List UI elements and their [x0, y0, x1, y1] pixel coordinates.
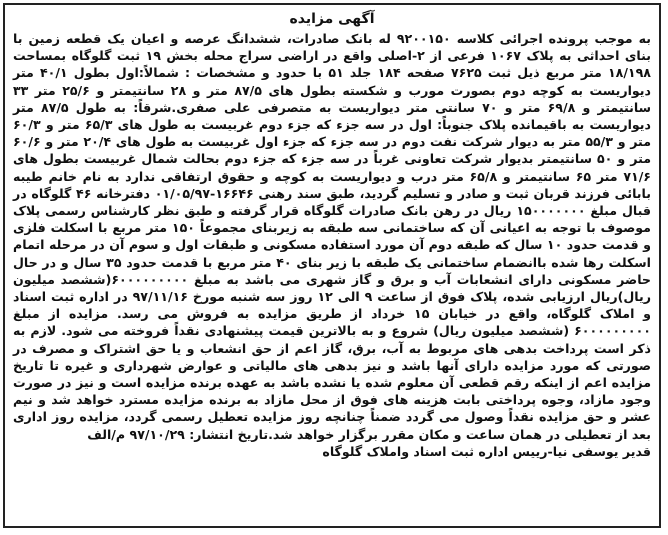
notice-signature: قدیر یوسفی نیا-رییس اداره ثبت اسناد واملاک گلوگاه	[322, 443, 651, 459]
auction-notice	[3, 3, 661, 528]
notice-title: آگهی مزایده	[289, 11, 375, 27]
notice-body: به موجب پرونده اجرائی کلاسه ۹۲۰۰۱۵۰ له بانک صادرات، ششدانگ عرصه و اعیان یک قطعه زمین با بنای احداثی به پلاک ۱۰۶۷ فرعی از ۲-اصلی واقع در اراضی سراج محله بخش ۱۹ ثبت گلوگاه بمساحت ۱۸/۱۹۸ متر مربع ذیل ثبت ۷۶۲۵ صفحه ۱۸۴ جلد ۵۱ با حدود و مشخصات : شمالاً:اول بطول ۴۰/۱ متر دیواریست به کوچه دوم بصورت مورب و شکسته بطول های ۸۷/۵ متر و ۲۸ سانتیمتر و ۲۵/۶ متر ۳۳ سانتیمتر و ۶۹/۸ متر و ۷۰ سانتی متر دیواریست به متصرفی علی صفری.شرقاً: به طول ۸۷/۵ متر دیواریست به باقیمانده پلاک جنوباً: اول در سه جزء که جزء دوم غربیست به طول های ۶۵/۳ متر و ۶۰/۳ متر و ۵۵/۳ متر به دیوار شرکت نفت دوم در سه جزء که جزء اول غربیست به طول های ۲۰/۴ متر و ۶۰/۶ متر و ۵۰ سانتیمتر بدیوار شرکت تعاونی غرباً در سه جزء که جزء دوم بحالت شمال غربیست بطول های ۷۱/۶ متر ۶۵ سانتیمتر و ۶۵/۸ متر درب و دیواریست به کوچه و حقوق ارتفاقی ندارد به نام خانم طیبه بابائی فرزند قربان ثبت و صادر و تسلیم گردید، طبق سند رهنی ۱۶۶۴۶-۰۱/۰۵/۹۷ دفترخانه ۴۶ گلوگاه در قبال مبلغ ۱۵۰۰۰۰۰۰۰ ریال در رهن بانک صادرات گلوگاه قرار گرفته و طبق نظر کارشناس رسمی پلاک موصوف با توجه به اعیانی آن که ساختمانی سه طبقه به زیربنای مجموعاً ۱۵۰ متر مربع با اسکلت فلزی و قدمت حدود ۱۰ سال که طبقه دوم آن مورد استفاده مسکونی و طبقات اول و سوم آن در مرحله اتمام اسکلت رها شده باانضمام ساختمانی یک طبقه با زیر بنای ۴۰ متر مربع با قدمت حدود ۳۵ سال و در حال حاضر مسکونی دارای انشعابات آب و برق و گاز شهری می باشد به مبلغ ۶۰۰۰۰۰۰۰۰۰(ششصد میلیون ریال)ریال ارزیابی شده، پلاک فوق از ساعت ۹ الی ۱۲ روز سه شنبه مورخ ۹۷/۱۱/۱۶ در اداره ثبت اسناد و املاک گلوگاه، واقع در خیابان ۱۵ خرداد از طریق مزایده به فروش می رسد. مزایده از مبلغ ۶۰۰۰۰۰۰۰۰۰ (ششصد میلیون ریال) شروع و به بالاترین قیمت پیشنهادی نقداً فروخته می شود. لازم به ذکر است پرداخت بدهی های مربوط به آب، برق، گاز اعم از حق انشعاب و یا حق اشتراک و مصرف در صورتی که مورد مزایده دارای آنها باشد و نیز بدهی های مالیاتی و عوارض شهرداری و غیره تا تاریخ مزایده اعم از اینکه رقم قطعی آن معلوم شده یا نشده باشد به عهده برنده مزایده است و نیز در صورت وجود مازاد، وجوه پرداختی بابت هزینه های فوق از محل مازاد به برنده مزایده مسترد خواهد شد و نیم عشر و حق مزایده نقداً وصول می گردد ضمناً چنانچه روز مزایده تعطیل رسمی گردد، مزایده روز اداری بعد از تعطیلی در همان ساعت و مکان مقرر برگزار خواهد شد.تاریخ انتشار: ۹۷/۱۰/۲۹ م/الف	[13, 31, 652, 442]
